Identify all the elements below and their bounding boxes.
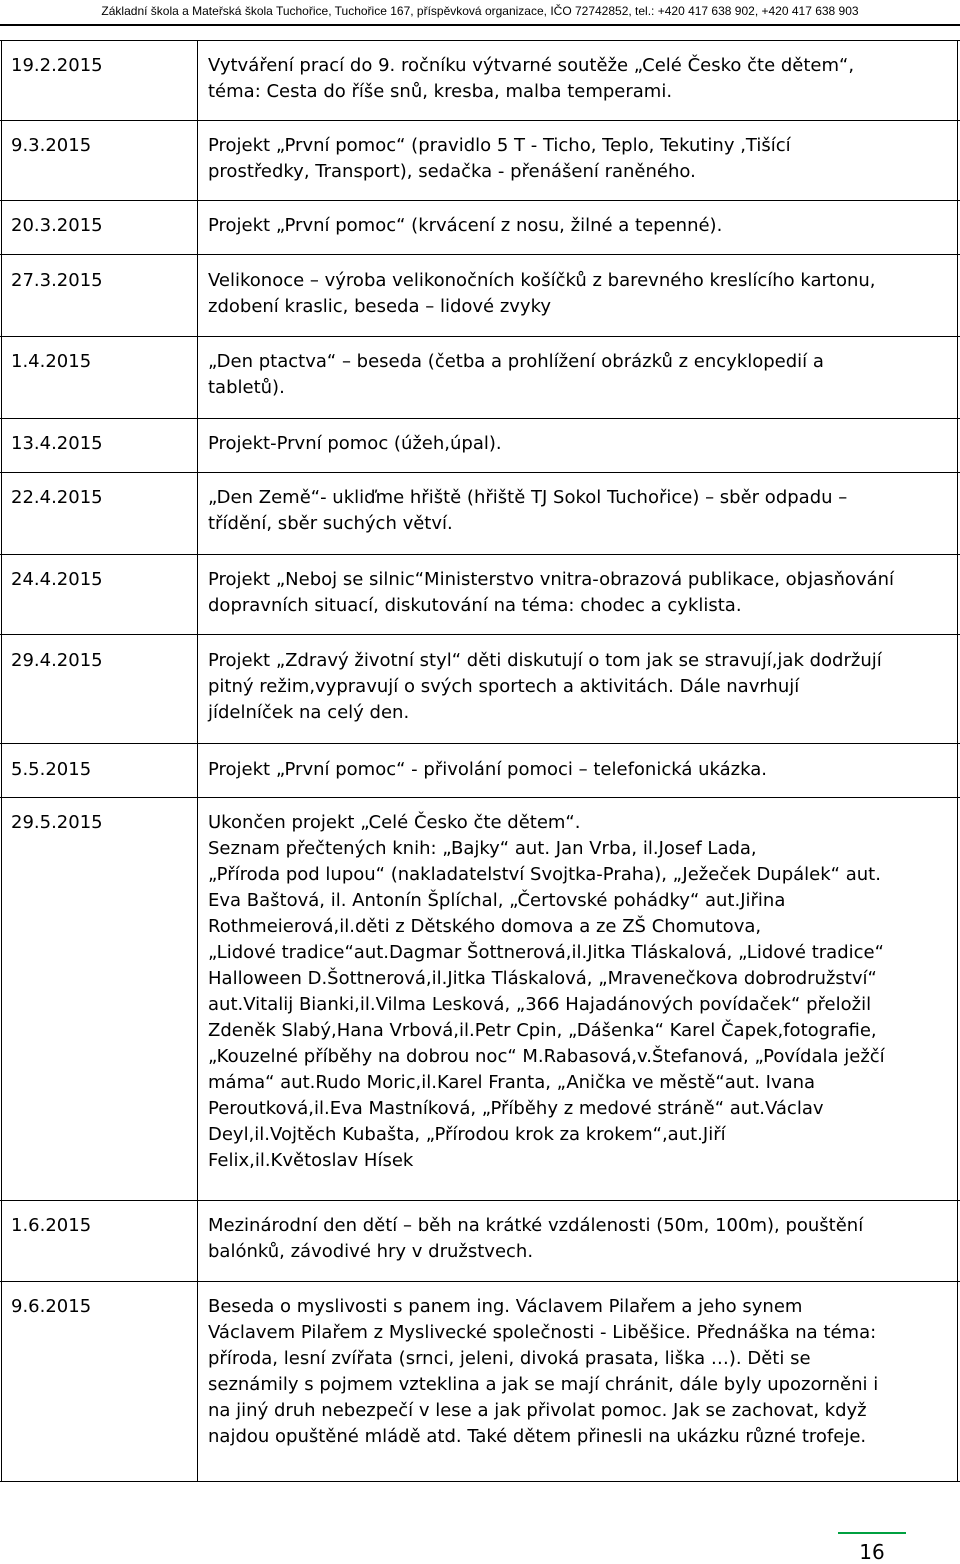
row-date: 24.4.2015 xyxy=(11,569,103,590)
row-separator xyxy=(0,743,960,744)
table-column-divider xyxy=(197,40,198,1482)
row-date: 22.4.2015 xyxy=(11,487,103,508)
row-separator xyxy=(0,634,960,635)
row-description: Projekt-První pomoc (úžeh,úpal). xyxy=(208,433,502,454)
row-description: Projekt „První pomoc“ (krvácení z nosu, žilné a tepenné). xyxy=(208,215,723,236)
row-separator xyxy=(0,1200,960,1201)
row-separator xyxy=(0,418,960,419)
row-separator xyxy=(0,200,960,201)
row-description: Projekt „Neboj se silnic“Ministerstvo vnitra-obrazová publikace, objasňování dopravních situací, diskutování na téma: chodec a cyklista. xyxy=(208,569,895,616)
row-date: 27.3.2015 xyxy=(11,270,103,291)
table-border-top xyxy=(0,40,960,41)
row-description: Mezinárodní den dětí – běh na krátké vzdálenosti (50m, 100m), pouštění balónků, závodivé hry v družstvech. xyxy=(208,1215,864,1262)
row-description: Beseda o myslivosti s panem ing. Václavem Pilařem a jeho synem Václavem Pilařem z Myslivecké společnosti - Liběšice. Přednáška na téma: příroda, lesní zvířata (srnci, jeleni, divoká prasata, liška …). Děti se seznámily s pojmem vzteklina a jak se mají chránit, dále byly upozorněni i na jiný druh nebezpečí v lese a jak přivolat pomoc. Jak se zachovat, když najdou opuštěné mládě atd. Také dětem přinesli na ukázku různé trofeje. xyxy=(208,1296,879,1447)
row-separator xyxy=(0,336,960,337)
row-separator xyxy=(0,1281,960,1282)
row-date: 9.3.2015 xyxy=(11,135,92,156)
table-border-left xyxy=(1,40,2,1482)
header-text: Základní škola a Mateřská škola Tuchořice, Tuchořice 167, příspěvková organizace, IČO 72742852, tel.: +420 417 638 902, +420 417 638 903 xyxy=(101,4,859,18)
page-number-rule xyxy=(838,1532,906,1534)
row-date: 19.2.2015 xyxy=(11,55,103,76)
table-border-right xyxy=(957,40,958,1482)
row-description: Velikonoce – výroba velikonočních košíčků z barevného kreslícího kartonu, zdobení kraslic, beseda – lidové zvyky xyxy=(208,270,876,317)
row-description: „Den ptactva“ – beseda (četba a prohlížení obrázků z encyklopedií a tabletů). xyxy=(208,351,824,398)
row-separator xyxy=(0,797,960,798)
row-separator xyxy=(0,254,960,255)
row-separator xyxy=(0,472,960,473)
row-description: Projekt „První pomoc“ (pravidlo 5 T - Ticho, Teplo, Tekutiny ,Tišící prostředky, Transport), sedačka - přenášení raněného. xyxy=(208,135,791,182)
table-border-bottom xyxy=(0,1481,960,1482)
row-description: Projekt „Zdravý životní styl“ děti diskutují o tom jak se stravují,jak dodržují pitný režim,vypravují o svých sportech a aktivitách. Dále navrhují jídelníček na celý den. xyxy=(208,650,882,723)
page-number: 16 xyxy=(859,1540,885,1564)
row-date: 29.4.2015 xyxy=(11,650,103,671)
row-date: 29.5.2015 xyxy=(11,812,103,833)
row-description: Ukončen projekt „Celé Česko čte dětem“. Seznam přečtených knih: „Bajky“ aut. Jan Vrba, il.Josef Lada, „Příroda pod lupou“ (nakladatelství Svojtka-Praha), „Ježeček Dupálek“ aut. Eva Baštová, il. Antonín Šplíchal, „Čertovské pohádky“ aut.Jiřina Rothmeierová,il.děti z Dětského domova a ze ZŠ Chomutova, „Lidové tradice“aut.Dagmar Šottnerová,il.Jitka Tláskalová, „Lidové tradice“ Halloween D.Šottnerová,il.Jitka Tláskalová, „Mravenečkova dobrodružství“ aut.Vitalij Bianki,il.Vilma Lesková, „366 Hajadánových povídaček“ přeložil Zdeněk Slabý,Hana Vrbová,il.Petr Cpin, „Dášenka“ Karel Čapek,fotografie, „Kouzelné příběhy na dobrou noc“ M.Rabasová,v.Štefanová, „Povídala ježčí máma“ aut.Rudo Moric,il.Karel Franta, „Anička ve městě“aut. Ivana Peroutková,il.Eva Mastníková, „Příběhy z medové stráně“ aut.Václav Deyl,il.Vojtěch Kubašta, „Přírodou krok za krokem“,aut.Jiří Felix,il.Květoslav Hísek xyxy=(208,812,885,1171)
row-date: 1.4.2015 xyxy=(11,351,92,372)
header-rule xyxy=(0,24,960,26)
row-date: 20.3.2015 xyxy=(11,215,103,236)
row-date: 9.6.2015 xyxy=(11,1296,92,1317)
row-separator xyxy=(0,554,960,555)
row-separator xyxy=(0,120,960,121)
row-description: Projekt „První pomoc“ - přivolání pomoci – telefonická ukázka. xyxy=(208,759,767,780)
row-description: Vytváření prací do 9. ročníku výtvarné soutěže „Celé Česko čte dětem“, téma: Cesta do říše snů, kresba, malba temperami. xyxy=(208,55,855,102)
row-date: 1.6.2015 xyxy=(11,1215,92,1236)
row-date: 5.5.2015 xyxy=(11,759,92,780)
row-date: 13.4.2015 xyxy=(11,433,103,454)
row-description: „Den Země“- ukliďme hřiště (hřiště TJ Sokol Tuchořice) – sběr odpadu – třídění, sběr suchých větví. xyxy=(208,487,848,534)
